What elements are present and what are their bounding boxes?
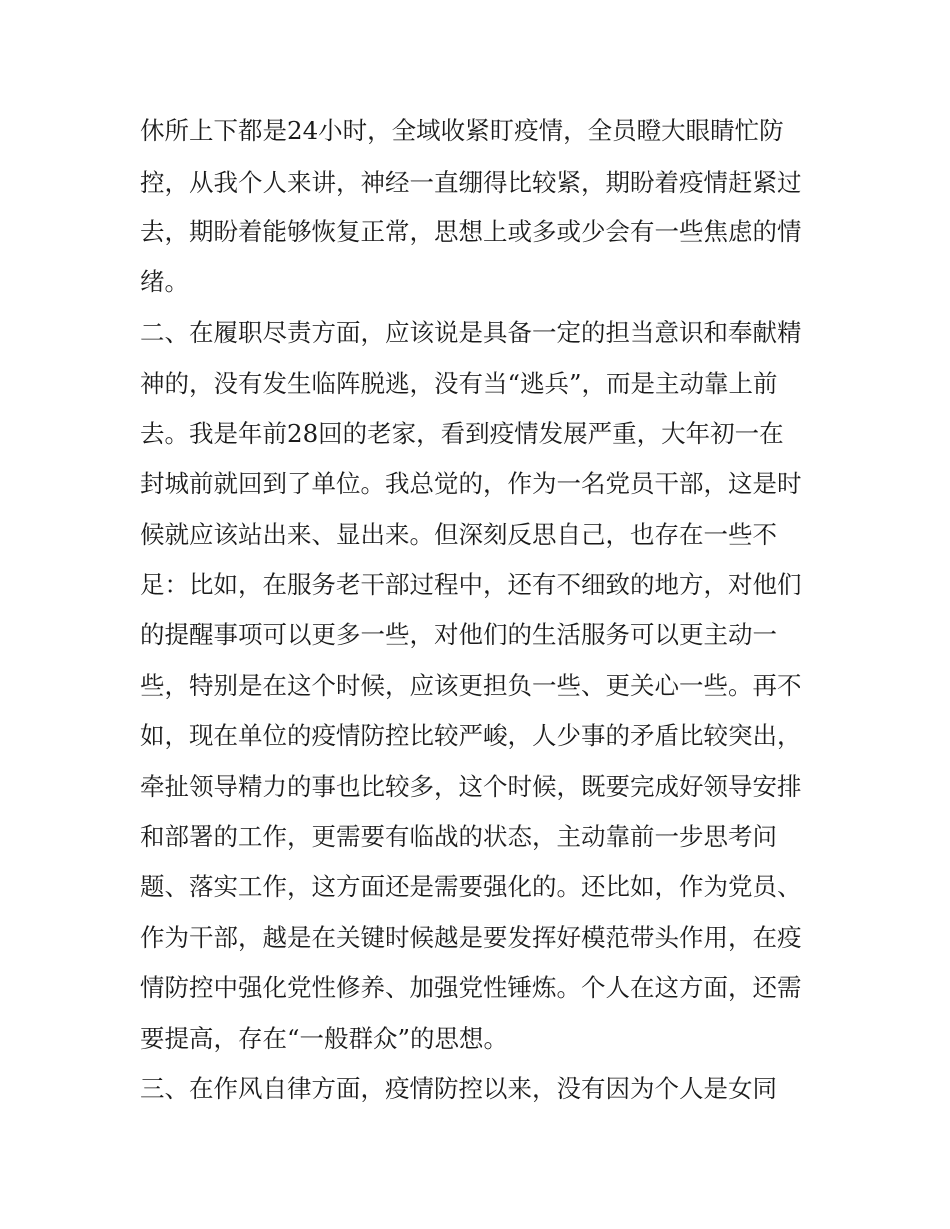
text-line: 题、落实工作，这方面还是需要强化的。还比如，作为党员、 (140, 872, 802, 901)
text-line: 休所上下都是24小时，全域收紧盯疫情，全员瞪大眼睛忙防 (140, 116, 784, 145)
text-line: 牵扯领导精力的事也比较多，这个时候，既要完成好领导安排 (140, 772, 802, 801)
text-line: 些，特别是在这个时候，应该更担负一些、更关心一些。再不 (140, 671, 802, 700)
text-line: 二、在履职尽责方面，应该说是具备一定的担当意识和奉献精 (140, 318, 802, 347)
text-line: 情防控中强化党性修养、加强党性锤炼。个人在这方面，还需 (140, 973, 802, 1002)
text-line: 候就应该站出来、显出来。但深刻反思自己，也存在一些不 (140, 520, 777, 549)
text-line: 要提高，存在“一般群众”的思想。 (140, 1024, 509, 1053)
text-line: 足：比如，在服务老干部过程中，还有不细致的地方，对他们 (140, 570, 802, 599)
text-line: 封城前就回到了单位。我总觉的，作为一名党员干部，这是时 (140, 469, 802, 498)
text-line: 如，现在单位的疫情防控比较严峻，人少事的矛盾比较突出， (140, 721, 802, 750)
text-line: 控，从我个人来讲，神经一直绷得比较紧，期盼着疫情赶紧过 (140, 168, 802, 197)
text-line: 的提醒事项可以更多一些，对他们的生活服务可以更主动一 (140, 620, 777, 649)
text-line: 和部署的工作，更需要有临战的状态，主动靠前一步思考问 (140, 822, 777, 851)
text-line: 去，期盼着能够恢复正常，思想上或多或少会有一些焦虑的情 (140, 217, 802, 246)
text-line: 作为干部，越是在关键时候越是要发挥好模范带头作用，在疫 (140, 923, 802, 952)
text-line: 绪。 (140, 267, 189, 296)
text-line: 神的，没有发生临阵脱逃，没有当“逃兵”，而是主动靠上前 (140, 369, 778, 398)
text-line: 去。我是年前28回的老家，看到疫情发展严重，大年初一在 (140, 419, 784, 448)
text-line: 三、在作风自律方面，疫情防控以来，没有因为个人是女同 (140, 1074, 777, 1103)
